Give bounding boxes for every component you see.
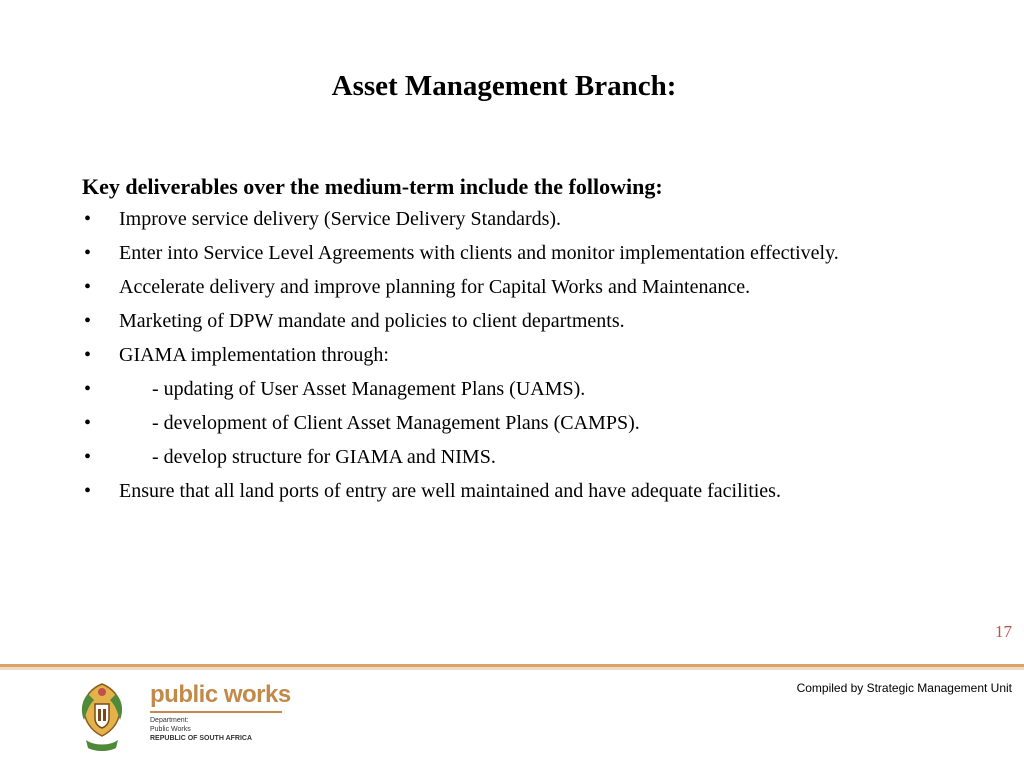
compiled-by-note: Compiled by Strategic Management Unit bbox=[796, 681, 1012, 695]
bullet-item bbox=[82, 206, 952, 233]
bullet-dot: • bbox=[84, 310, 92, 332]
coat-of-arms-icon bbox=[76, 680, 128, 754]
bullet-text: Improve service delivery (Service Delivery Standards). bbox=[119, 208, 562, 230]
bullet-item bbox=[82, 308, 952, 335]
bullet-item bbox=[82, 240, 952, 267]
bullet-item bbox=[82, 274, 952, 301]
bullet-text: Ensure that all land ports of entry are well maintained and have adequate facilities. bbox=[119, 480, 781, 502]
bullet-dot: • bbox=[84, 276, 92, 298]
sub-bullet-item bbox=[82, 376, 952, 403]
slide-content bbox=[82, 172, 952, 512]
sub-bullet-item bbox=[82, 410, 952, 437]
bullet-dot: • bbox=[84, 412, 92, 434]
page-number: 17 bbox=[995, 622, 1012, 641]
bullet-text: - develop structure for GIAMA and NIMS. bbox=[152, 446, 496, 468]
bullet-text: - development of Client Asset Management Plans (CAMPS). bbox=[152, 412, 640, 434]
slide-subheading: Key deliverables over the medium-term include the following: bbox=[82, 174, 663, 199]
public-works-logo bbox=[76, 680, 296, 754]
bullet-dot: • bbox=[84, 446, 92, 468]
bullet-text: GIAMA implementation through: bbox=[119, 344, 389, 366]
bullet-dot: • bbox=[84, 480, 92, 502]
brand-line-department: Department: bbox=[150, 717, 189, 724]
brand-underline bbox=[150, 711, 282, 713]
sub-bullet-item bbox=[82, 444, 952, 471]
bullet-text: Accelerate delivery and improve planning for Capital Works and Maintenance. bbox=[119, 276, 751, 298]
bullet-item bbox=[82, 478, 952, 505]
bullet-dot: • bbox=[84, 242, 92, 264]
bullet-dot: • bbox=[84, 344, 92, 366]
bullet-item bbox=[82, 342, 952, 369]
bullet-text: Enter into Service Level Agreements with clients and monitor implementation effectively. bbox=[119, 242, 839, 264]
slide-title: Asset Management Branch: bbox=[331, 70, 677, 102]
bullet-text: Marketing of DPW mandate and policies to client departments. bbox=[119, 310, 625, 332]
brand-name: public works bbox=[150, 681, 291, 708]
footer-divider-shadow bbox=[0, 667, 1024, 670]
bullet-text: - updating of User Asset Management Plans (UAMS). bbox=[152, 378, 586, 400]
bullet-dot: • bbox=[84, 208, 92, 230]
bullet-list bbox=[82, 206, 952, 505]
bullet-dot: • bbox=[84, 378, 92, 400]
brand-line-country: REPUBLIC OF SOUTH AFRICA bbox=[150, 735, 253, 742]
brand-line-public-works: Public Works bbox=[150, 726, 191, 733]
